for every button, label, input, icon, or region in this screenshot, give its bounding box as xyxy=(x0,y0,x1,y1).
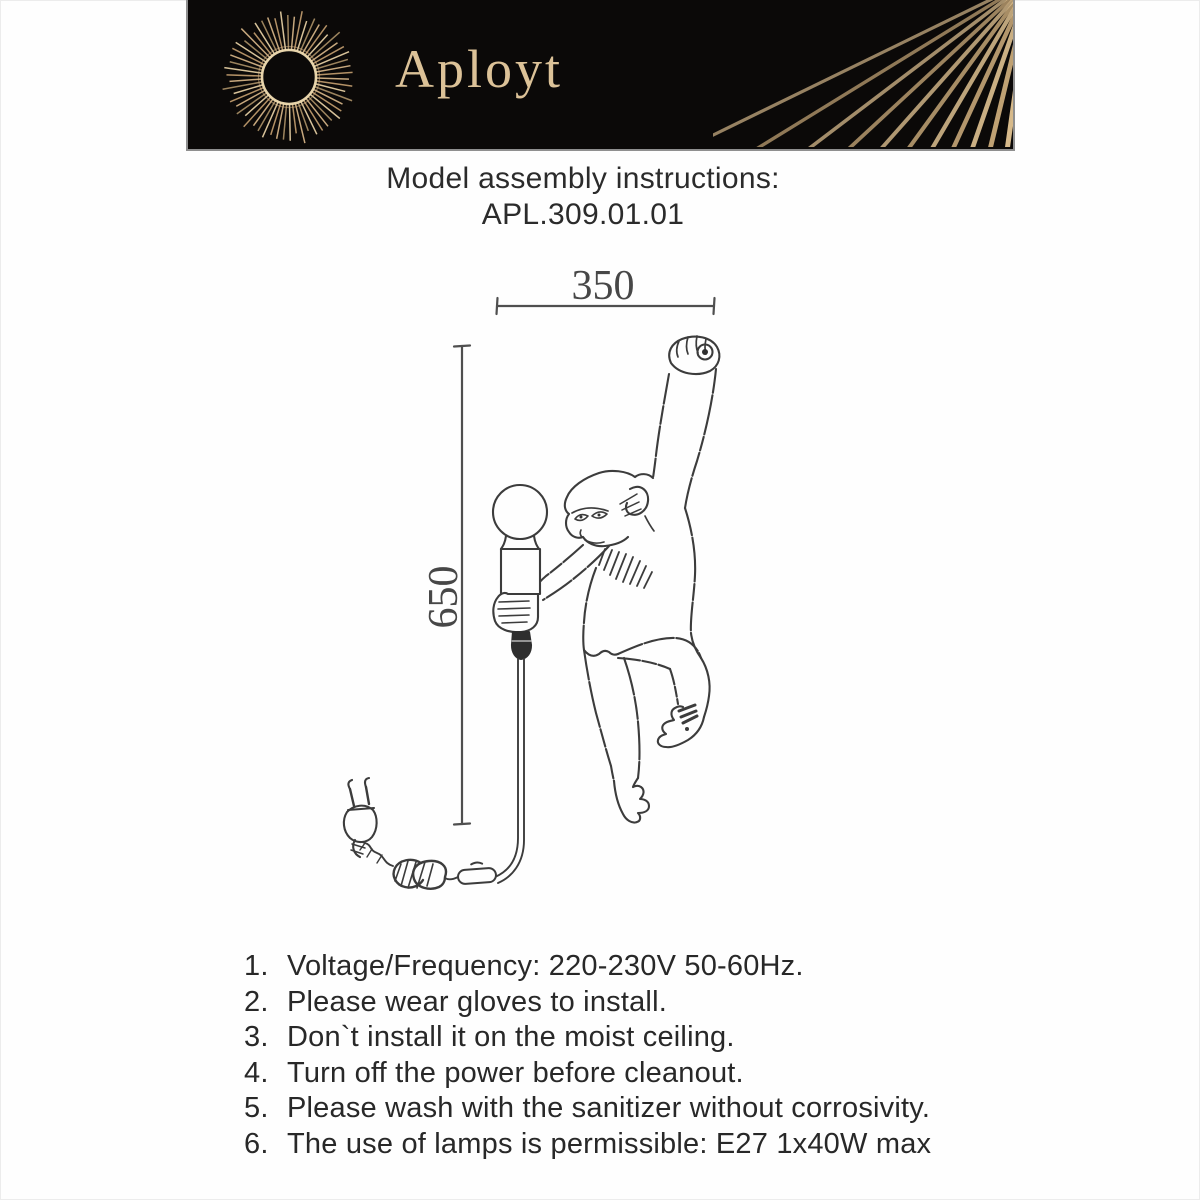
instruction-number: 1. xyxy=(244,950,269,982)
width-dimension-label: 350 xyxy=(571,263,635,309)
monkey-figure xyxy=(533,336,719,823)
model-number: APL.309.01.01 xyxy=(481,198,685,231)
monkey-hand xyxy=(493,593,538,632)
instruction-item xyxy=(244,1056,1014,1092)
instruction-number: 4. xyxy=(244,1056,269,1089)
instruction-text: Please wear gloves to install. xyxy=(287,985,667,1018)
instruction-number: 3. xyxy=(244,1021,269,1054)
instruction-item xyxy=(244,1091,1014,1127)
cord-knot xyxy=(394,860,446,889)
power-cord xyxy=(360,659,524,883)
bent-leg xyxy=(618,638,710,747)
brand-name: Aployt xyxy=(395,39,564,99)
instruction-number: 5. xyxy=(244,1092,269,1125)
power-plug xyxy=(344,778,377,857)
inline-switch xyxy=(457,861,496,884)
instruction-text: The use of lamps is permissible: E27 1x40W max xyxy=(287,1127,932,1160)
instruction-text: Turn off the power before cleanout. xyxy=(287,1056,744,1089)
instruction-number: 6. xyxy=(244,1127,269,1160)
instruction-item xyxy=(244,985,1014,1021)
instruction-item xyxy=(244,949,1014,985)
height-dimension-label: 650 xyxy=(421,565,467,629)
instruction-text: Don`t install it on the moist ceiling. xyxy=(287,1021,735,1054)
monkey-fist xyxy=(669,336,719,374)
instruction-item xyxy=(244,1020,1014,1056)
instruction-text: Voltage/Frequency: 220-230V 50-60Hz. xyxy=(287,950,804,982)
cord-grip xyxy=(512,632,531,659)
lamp-socket xyxy=(501,549,540,594)
bulb-lamp xyxy=(493,485,547,659)
light-bulb xyxy=(493,485,547,539)
instruction-list xyxy=(244,949,1014,1163)
instruction-item xyxy=(244,1127,1014,1163)
hanging-leg xyxy=(584,650,649,823)
instruction-text: Please wash with the sanitizer without corrosivity. xyxy=(287,1092,931,1125)
title-line1: Model assembly instructions: xyxy=(386,162,780,195)
instruction-number: 2. xyxy=(244,985,269,1018)
chest-hatch xyxy=(599,549,652,588)
monkey-head xyxy=(565,471,654,546)
